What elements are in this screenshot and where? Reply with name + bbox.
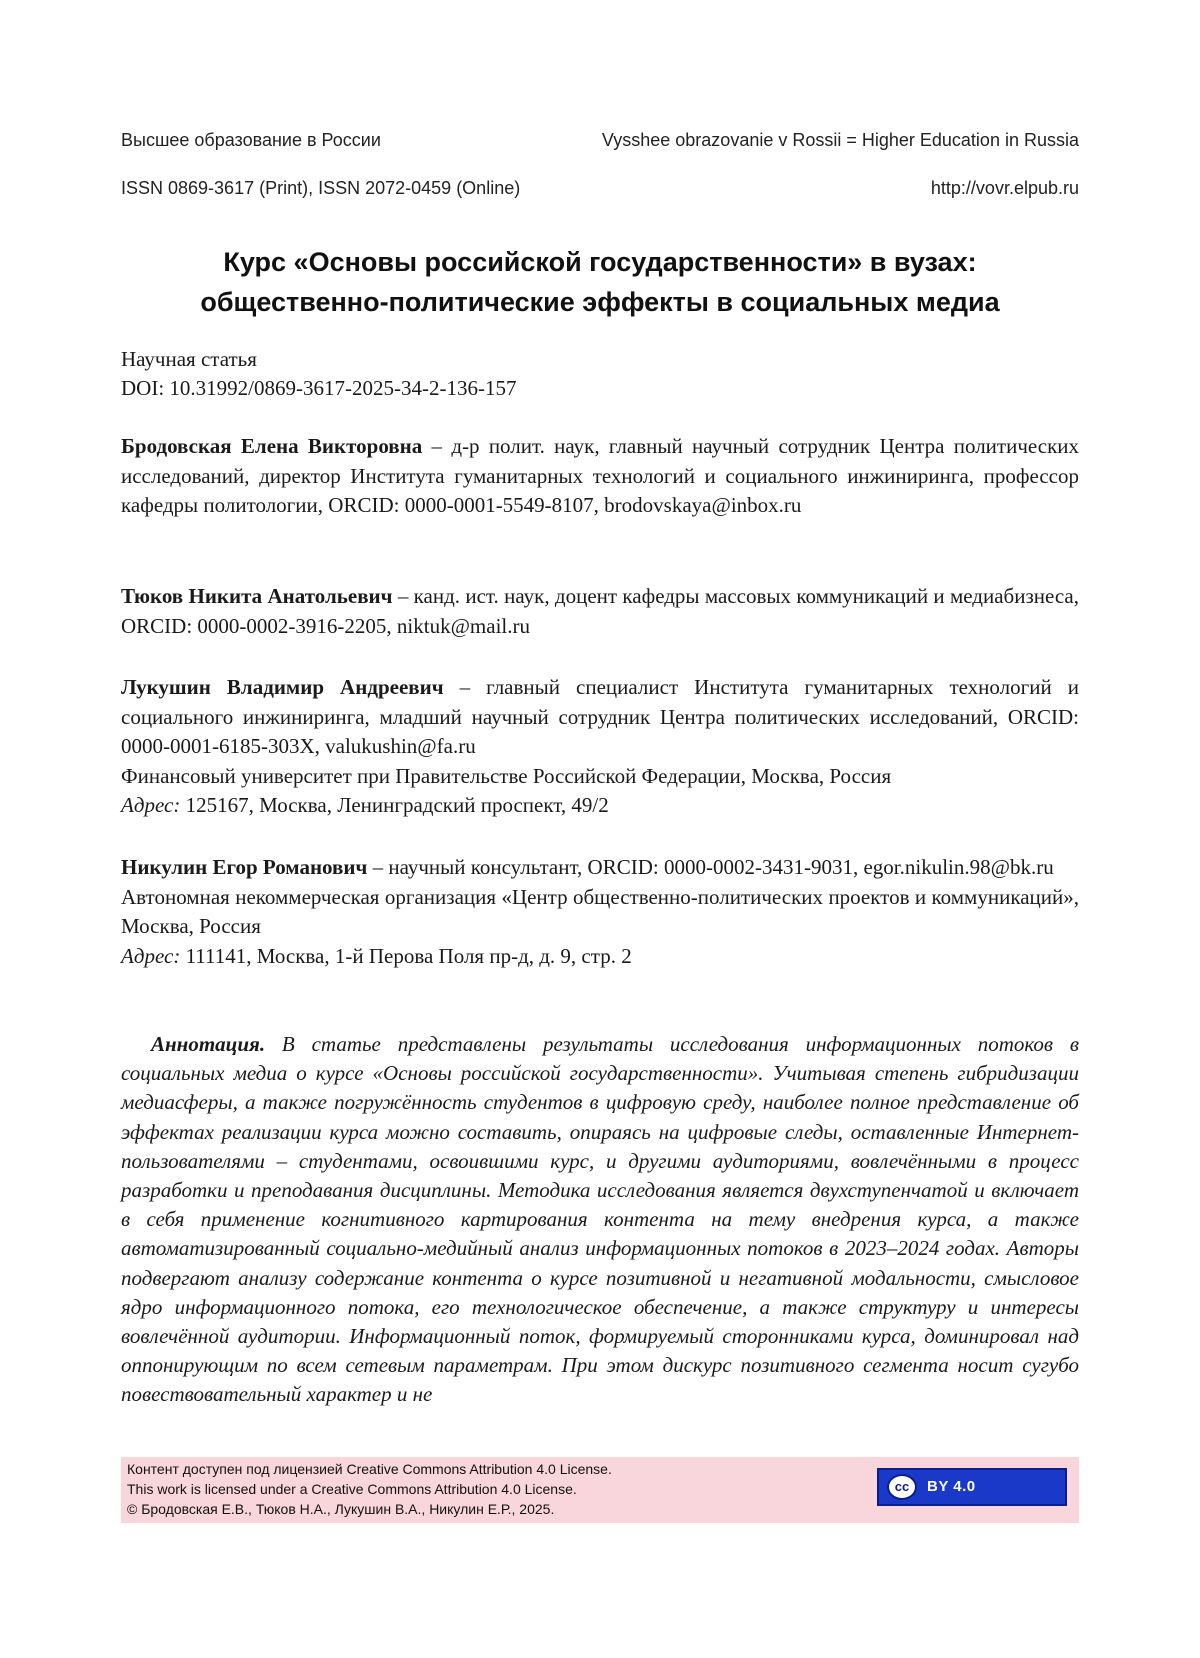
- abstract: [121, 1030, 1079, 1410]
- title-line-1: Курс «Основы российской государственности» в вузах:: [223, 247, 977, 277]
- author-description: – главный специалист Института гуманитарных технологий и социального инжиниринга, младший научный сотрудник Центра политических исследований, ORCID: 0000-0001-6185-303X, valukushin@fa.ru: [121, 675, 1079, 758]
- address: 125167, Москва, Ленинградский проспект, 49/2: [180, 793, 609, 817]
- author-tyukov: [121, 582, 1079, 641]
- author-name: Никулин Егор Романович: [121, 855, 368, 879]
- author-lukushin: [121, 673, 1079, 821]
- issn: ISSN 0869-3617 (Print), ISSN 2072-0459 (Online): [121, 178, 521, 198]
- author-affiliation: Финансовый университет при Правительстве Российской Федерации, Москва, Россия: [121, 763, 892, 788]
- title-line-2: общественно-политические эффекты в социальных медиа: [200, 287, 1000, 317]
- abstract-text: В статье представлены результаты исследования информационных потоков в социальных медиа о курсе «Основы российской государственности». Учитывая степень гибридизации медиасферы, а также погружённость студентов в цифровую среду, наиболее полное представление об эффектах реализации курса можно составить, опираясь на цифровые следы, оставленные Интернет-пользователями – студентами, освоившими курс, и другими аудиториями, вовлечёнными в процесс разработки и преподавания дисциплины. Методика исследования является двухступенчатой и включает в себя применение когнитивного картирования контента на тему внедрения курса, а также автоматизированный социально-медийный анализ информационных потоков в 2023–2024 годах. Авторы подвергают анализу содержание контента о курсе позитивной и негативной модальности, смысловое ядро информационного потока, его технологическое обеспечение, а также структуру и интересы вовлечённой аудитории. Информационный поток, формируемый сторонниками курса, доминировал над оппонирующим по всем сетевым параметрам. При этом дискурс позитивного сегмента носит сугубо повествовательный характер и не: [121, 1032, 1079, 1407]
- article-type: Научная статья: [121, 347, 257, 371]
- author-affiliation: Автономная некоммерческая организация «Центр общественно-политических проектов и коммуникаций», Москва, Россия: [121, 884, 1079, 938]
- license-line-en: This work is licensed under a Creative Commons Attribution 4.0 License.: [127, 1481, 577, 1497]
- author-description: – канд. ист. наук, доцент кафедры массовых коммуникаций и медиабизнеса, ORCID: 0000-0002-3916-2205, niktuk@mail.ru: [121, 584, 1079, 638]
- article-title: [100, 242, 1100, 322]
- journal-header: [121, 130, 1079, 151]
- journal-url[interactable]: http://vovr.elpub.ru: [930, 178, 1079, 198]
- license-line-ru: Контент доступен под лицензией Creative Commons Attribution 4.0 License.: [127, 1461, 612, 1477]
- author-name: Тюков Никита Анатольевич: [121, 584, 393, 608]
- author-nikulin: [121, 853, 1079, 971]
- author-brodovskaya: [121, 432, 1079, 521]
- abstract-label: Аннотация.: [151, 1032, 266, 1056]
- article-meta: [121, 345, 516, 403]
- address-label: Адрес:: [121, 943, 181, 968]
- author-name: Бродовская Елена Викторовна: [121, 434, 423, 458]
- author-name: Лукушин Владимир Андреевич: [121, 675, 444, 699]
- author-description: – научный консультант, ORCID: 0000-0002-3431-9031, egor.nikulin.98@bk.ru: [367, 855, 1054, 879]
- issn-header: [121, 178, 1079, 199]
- journal-name-ru: Высшее образование в России: [121, 130, 381, 150]
- author-description: – д-р полит. наук, главный научный сотрудник Центра политических исследований, директор Института гуманитарных технологий и социального инжиниринга, профессор кафедры политологии, ORCID: 0000-0001-5549-8107, brodovskaya@inbox.ru: [121, 434, 1080, 517]
- doi[interactable]: DOI: 10.31992/0869-3617-2025-34-2-136-157: [121, 376, 517, 400]
- journal-name-en: Vysshee obrazovanie v Rossii = Higher Education in Russia: [601, 130, 1079, 150]
- address-label: Адрес:: [121, 793, 181, 817]
- cc-icon: cc: [887, 1474, 917, 1500]
- copyright-line: © Бродовская Е.В., Тюков Н.А., Лукушин В.А., Никулин Е.Р., 2025.: [127, 1501, 555, 1517]
- address: 111141, Москва, 1-й Перова Поля пр-д, д. 9, стр. 2: [180, 943, 632, 968]
- cc-by-badge[interactable]: [877, 1468, 1067, 1506]
- cc-license-label: BY 4.0: [927, 1478, 976, 1495]
- license-box: [121, 1457, 1079, 1523]
